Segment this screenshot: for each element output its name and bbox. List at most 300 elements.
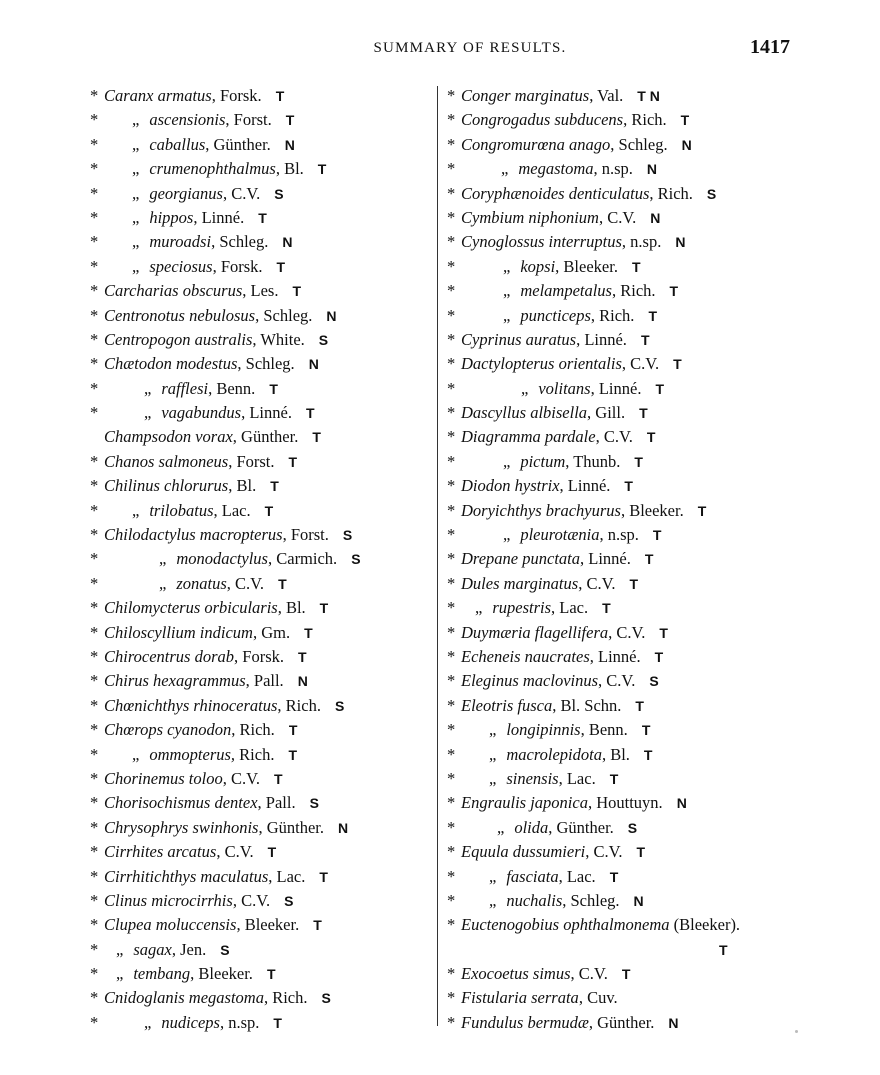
species-author: , Rich.: [263, 988, 308, 1008]
page-speck: [795, 1030, 798, 1033]
ditto-mark: „: [503, 305, 511, 325]
species-entry: [447, 425, 847, 449]
species-author: , White.: [252, 329, 305, 349]
species-author: , Rich.: [231, 720, 275, 740]
entry-marker: *: [447, 646, 456, 666]
ditto-mark: „: [503, 525, 511, 545]
locality-code: T: [609, 770, 619, 787]
locality-code: T: [319, 868, 328, 885]
species-name: Diagramma pardale: [461, 427, 596, 447]
species-entry: [90, 255, 435, 279]
entry-marker: *: [90, 134, 99, 154]
entry-marker: *: [90, 939, 99, 959]
species-name: Cirrhites arcatus: [104, 842, 217, 862]
locality-code: T: [312, 429, 321, 446]
species-entry: [90, 718, 435, 742]
ditto-mark: „: [503, 281, 511, 301]
locality-code: T: [288, 746, 298, 763]
locality-code: T: [636, 844, 646, 861]
ditto-mark: „: [521, 378, 529, 398]
species-name: kopsi: [520, 256, 556, 276]
locality-code: N: [338, 819, 349, 836]
locality-code: T: [644, 551, 654, 568]
species-entry: [447, 889, 847, 913]
species-entry: [90, 596, 435, 620]
species-entry: [90, 572, 435, 596]
entry-marker: *: [90, 817, 99, 837]
species-entry: [447, 1011, 847, 1035]
species-author: , Günther.: [258, 817, 325, 837]
locality-code: T N: [637, 88, 660, 104]
species-name: fasciata: [506, 866, 559, 886]
species-name: Chilodactylus macropterus: [104, 525, 283, 545]
ditto-mark: „: [116, 964, 124, 984]
species-entry: [90, 523, 435, 547]
species-name: muroadsi: [149, 232, 212, 252]
species-name: Chœrops cyanodon: [104, 720, 232, 740]
locality-code: N: [633, 892, 644, 909]
species-author: , Linné.: [580, 549, 631, 569]
ditto-mark: „: [132, 232, 140, 252]
species-entry: [447, 206, 847, 230]
locality-code: T: [317, 161, 327, 178]
species-entry: [447, 962, 847, 986]
species-entry: [90, 157, 435, 181]
species-name: Chorinemus toloo: [104, 768, 223, 788]
species-author: , C.V.: [232, 890, 271, 910]
ditto-mark: „: [489, 744, 497, 764]
entry-marker: *: [90, 403, 99, 423]
species-author: , n.sp.: [219, 1012, 260, 1032]
species-entry: [447, 865, 847, 889]
species-entry: [447, 401, 847, 425]
species-author: , Lac.: [551, 598, 589, 618]
entry-marker: *: [447, 793, 456, 813]
species-author: , C.V.: [226, 573, 265, 593]
entry-marker: *: [447, 378, 456, 398]
entry-marker: *: [90, 695, 99, 715]
entry-marker: *: [90, 890, 99, 910]
species-author: , Forst.: [228, 451, 275, 471]
entry-marker: *: [447, 890, 456, 910]
locality-code: T: [274, 770, 283, 787]
species-name: Eleotris fusca: [461, 695, 553, 715]
species-author: , Benn.: [208, 378, 256, 398]
species-author: , Bl.: [275, 159, 304, 179]
locality-code: T: [643, 746, 653, 763]
species-name: Doryichthys brachyurus: [461, 500, 621, 520]
entry-marker: *: [447, 256, 456, 276]
species-author: Rich.: [235, 744, 275, 764]
species-name: Chirus hexagrammus: [104, 671, 246, 691]
species-author: , C.V.: [598, 207, 637, 227]
species-entry: [90, 743, 435, 767]
species-name: Drepane punctata: [461, 549, 580, 569]
locality-code: N: [284, 136, 295, 153]
locality-code: S: [274, 185, 284, 202]
locality-code: N: [650, 209, 661, 226]
entry-marker: *: [447, 866, 456, 886]
species-entry: [90, 913, 435, 937]
species-author: , Jen.: [171, 939, 207, 959]
species-name: melampetalus: [520, 281, 612, 301]
locality-code: T: [258, 209, 267, 226]
species-name: Equula dussumieri: [461, 842, 586, 862]
species-entry: [447, 304, 847, 328]
entry-marker: *: [447, 598, 456, 618]
species-name: Cirrhitichthys maculatus: [104, 866, 269, 886]
species-name: megastoma: [518, 159, 594, 179]
entry-marker: *: [447, 281, 456, 301]
species-name: macrolepidota: [506, 744, 602, 764]
species-author: , Forsk.: [234, 646, 284, 666]
species-name: puncticeps: [520, 305, 591, 325]
species-entry: [447, 743, 847, 767]
species-entry: [90, 547, 435, 571]
species-author: , Linné.: [590, 378, 642, 398]
locality-code: T: [609, 868, 619, 885]
running-title: SUMMARY OF RESULTS.: [373, 40, 567, 56]
species-author: , Les.: [242, 281, 279, 301]
locality-code: T: [639, 405, 648, 422]
species-entry: [447, 108, 847, 132]
entry-marker: *: [90, 378, 99, 398]
species-author: , Schleg.: [211, 232, 269, 252]
species-name: Congromurœna anago: [461, 134, 611, 154]
ditto-mark: „: [489, 720, 497, 740]
species-name: Diodon hystrix: [461, 476, 560, 496]
ditto-mark: „: [475, 598, 483, 618]
locality-code: T: [652, 527, 662, 544]
entry-marker: *: [447, 305, 456, 325]
species-entry: [90, 304, 435, 328]
locality-code: T: [292, 283, 302, 300]
species-author: , Forst.: [282, 525, 329, 545]
species-author: , Houttuyn.: [587, 793, 663, 813]
species-entry: [447, 230, 847, 254]
species-author: , Rich.: [590, 305, 635, 325]
species-name: rafflesi: [161, 378, 209, 398]
column-divider: [437, 86, 438, 1026]
locality-code: T: [673, 356, 682, 373]
ditto-mark: „: [132, 110, 140, 130]
species-entry: [447, 816, 847, 840]
species-author: , Carmich.: [267, 549, 338, 569]
entry-marker: *: [90, 183, 99, 203]
locality-code: T: [621, 966, 631, 983]
locality-code: T: [624, 478, 633, 495]
species-entry: [90, 377, 435, 401]
entry-marker: *: [447, 720, 456, 740]
species-author: , Gill.: [587, 403, 626, 423]
locality-code: S: [627, 819, 638, 836]
species-name: Centropogon australis: [104, 329, 253, 349]
entry-marker: *: [447, 695, 456, 715]
entry-marker: *: [90, 598, 99, 618]
locality-code: S: [706, 185, 717, 202]
ditto-mark: „: [489, 768, 497, 788]
species-name: Champsodon vorax: [104, 427, 233, 447]
species-author: , C.V.: [216, 842, 254, 862]
locality-code: T: [270, 478, 279, 495]
locality-code: T: [659, 624, 668, 641]
species-author: , n.sp.: [599, 525, 639, 545]
species-entry: [90, 621, 435, 645]
ditto-mark: „: [489, 890, 497, 910]
species-entry: [447, 377, 847, 401]
entry-marker: *: [90, 232, 99, 252]
ditto-mark: „: [497, 817, 505, 837]
species-name: ommopterus,: [149, 744, 236, 764]
entry-marker: *: [447, 232, 456, 252]
entry-marker: *: [90, 549, 99, 569]
entry-marker: *: [447, 207, 456, 227]
species-entry: [90, 938, 435, 962]
species-entry: [447, 694, 847, 718]
species-entry: [447, 499, 847, 523]
locality-code: T: [655, 380, 665, 397]
species-name: Chirocentrus dorab: [104, 646, 235, 666]
locality-code: T: [646, 429, 656, 446]
species-entry: [90, 230, 435, 254]
locality-code: T: [276, 258, 286, 275]
locality-code: T: [264, 502, 274, 519]
species-name: nuchalis: [506, 890, 563, 910]
species-name: zonatus: [176, 573, 227, 593]
species-name: tembang: [133, 964, 191, 984]
species-entry: [90, 645, 435, 669]
entry-marker: *: [447, 842, 456, 862]
species-name: Dules marginatus: [461, 573, 579, 593]
species-entry: [90, 816, 435, 840]
left-column: [90, 84, 435, 1035]
species-author: , Pall.: [257, 793, 296, 813]
species-author: , Bleeker.: [190, 964, 253, 984]
species-name: Coryphænoides denticulatus: [461, 183, 650, 203]
entry-marker: *: [447, 354, 456, 374]
ditto-mark: „: [132, 134, 140, 154]
right-column: [447, 84, 847, 1035]
locality-code: T: [285, 112, 295, 129]
entry-marker: *: [447, 329, 456, 349]
ditto-mark: „: [116, 939, 124, 959]
locality-code: T: [654, 648, 664, 665]
species-name: olida: [514, 817, 549, 837]
species-author: , Linné.: [241, 403, 292, 423]
entry-marker: *: [447, 110, 456, 130]
entry-marker: *: [90, 622, 99, 642]
species-entry: [447, 450, 847, 474]
species-entry: [447, 986, 847, 1010]
species-entry: [447, 645, 847, 669]
entry-marker: *: [90, 915, 99, 935]
species-author: , Schleg.: [610, 134, 668, 154]
ditto-mark: „: [503, 256, 511, 276]
species-entry: [90, 133, 435, 157]
species-entry: [90, 84, 435, 108]
species-entry: [90, 499, 435, 523]
species-entry: [447, 157, 847, 181]
species-author: , Bleeker.: [555, 256, 618, 276]
ditto-mark: „: [159, 549, 167, 569]
species-name: Clinus microcirrhis: [104, 890, 233, 910]
locality-code: S: [342, 527, 353, 544]
species-author: , Schleg.: [255, 305, 313, 325]
entry-marker: *: [447, 573, 456, 593]
locality-code: S: [351, 551, 361, 568]
species-author: , Thunb.: [565, 451, 621, 471]
entry-marker: *: [447, 768, 456, 788]
species-author: , C.V.: [621, 354, 660, 374]
species-author: , Günther.: [205, 134, 271, 154]
ditto-mark: „: [144, 1012, 152, 1032]
ditto-mark: „: [132, 159, 140, 179]
species-author: , Schleg.: [237, 354, 295, 374]
species-author: , n.sp.: [621, 232, 662, 252]
species-name: Eleginus maclovinus: [461, 671, 599, 691]
entry-marker: *: [447, 500, 456, 520]
locality-code: T: [634, 453, 643, 470]
locality-code: T: [313, 917, 322, 934]
entry-marker: *: [447, 1012, 456, 1032]
species-author: , C.V.: [570, 964, 608, 984]
ditto-mark: „: [132, 744, 140, 764]
species-entry: [447, 255, 847, 279]
species-entry: [447, 182, 847, 206]
locality-code: T: [267, 844, 277, 861]
locality-code: N: [646, 161, 658, 178]
species-name: crumenophthalmus: [149, 159, 276, 179]
species-author: , Schleg.: [562, 890, 620, 910]
locality-code: T: [305, 405, 315, 422]
entry-marker: *: [90, 964, 99, 984]
species-author: (Bleeker).: [669, 915, 741, 935]
ditto-mark: „: [132, 207, 140, 227]
species-author: , C.V.: [595, 427, 633, 447]
species-author: , Lac.: [213, 500, 251, 520]
entry-marker: *: [447, 159, 456, 179]
species-entry: [90, 669, 435, 693]
species-entry: [90, 352, 435, 376]
species-author: , Val.: [589, 86, 624, 105]
locality-code: N: [297, 673, 308, 690]
locality-code: S: [334, 697, 345, 714]
species-author: , Forsk.: [211, 86, 262, 105]
species-author: , C.V.: [598, 671, 636, 691]
species-author: , Bl.: [228, 476, 257, 496]
species-name: Dascyllus albisella: [461, 403, 588, 423]
species-entry: [90, 182, 435, 206]
species-author: , Linné.: [559, 476, 611, 496]
entry-marker: *: [447, 817, 456, 837]
species-name: pleurotænia: [520, 525, 600, 545]
entry-marker: *: [90, 573, 99, 593]
entry-marker: *: [90, 159, 99, 179]
species-author: , Forst.: [225, 110, 272, 130]
species-name: Chrysophrys swinhonis: [104, 817, 259, 837]
locality-code: T: [641, 722, 651, 739]
species-entry: [447, 279, 847, 303]
species-name: Cynoglossus interruptus: [461, 232, 622, 252]
species-entry: [447, 572, 847, 596]
species-entry: [447, 352, 847, 376]
species-author: , Rich.: [611, 281, 656, 301]
entry-marker: *: [90, 329, 99, 349]
ditto-mark: „: [501, 159, 509, 179]
entry-marker: *: [90, 720, 99, 740]
entry-marker: *: [90, 793, 99, 813]
species-author: , Forsk.: [212, 256, 263, 276]
ditto-mark: „: [489, 866, 497, 886]
species-name: Cnidoglanis megastoma: [104, 988, 264, 1008]
species-name: Centronotus nebulosus: [104, 305, 256, 325]
species-author: , Günther.: [232, 427, 299, 447]
species-name: Clupea moluccensis: [104, 915, 237, 935]
species-name: georgianus: [149, 183, 223, 203]
species-author: , Linné.: [193, 207, 245, 227]
species-entry: [447, 718, 847, 742]
species-entry: [90, 474, 435, 498]
species-name: sinensis: [506, 768, 559, 788]
ditto-mark: „: [144, 378, 152, 398]
entry-marker: *: [447, 671, 456, 691]
species-name: sagax: [133, 939, 172, 959]
species-name: trilobatus: [149, 500, 214, 520]
species-entry: [90, 206, 435, 230]
species-entry: [90, 328, 435, 352]
entry-marker: *: [90, 988, 99, 1008]
locality-code: T: [319, 600, 329, 617]
species-author: , C.V.: [222, 768, 261, 788]
locality-code: N: [326, 307, 337, 324]
species-entry: [447, 474, 847, 498]
species-entry: [447, 523, 847, 547]
species-author: , Bl.: [277, 598, 306, 618]
locality-code: T: [288, 722, 298, 739]
species-author: , Bleeker.: [236, 915, 300, 935]
species-author: , Pall.: [245, 671, 284, 691]
locality-code: T: [602, 600, 611, 617]
entry-marker: *: [90, 354, 99, 374]
species-name: pictum: [520, 451, 566, 471]
species-name: ascensionis: [149, 110, 226, 130]
locality-code: T: [273, 1014, 282, 1031]
entry-marker: *: [447, 476, 456, 496]
species-name: Engraulis japonica: [461, 793, 588, 813]
species-entry: [90, 108, 435, 132]
entry-marker: *: [447, 622, 456, 642]
locality-code: T: [648, 307, 657, 324]
entry-marker: *: [90, 305, 99, 325]
species-name: Carcharias obscurus: [104, 281, 243, 301]
species-entry: [447, 767, 847, 791]
species-author: , Lac.: [268, 866, 306, 886]
species-name: vagabundus: [161, 403, 242, 423]
locality-code: T: [635, 697, 644, 714]
ditto-mark: „: [159, 573, 167, 593]
entry-marker: *: [447, 451, 456, 471]
species-name: volitans: [538, 378, 591, 398]
species-author: , Günther.: [588, 1012, 655, 1032]
species-entry: [90, 767, 435, 791]
species-name: Congrogadus subducens: [461, 110, 624, 130]
entry-marker: *: [90, 476, 99, 496]
entry-marker: *: [90, 646, 99, 666]
species-author: , Linné.: [576, 329, 627, 349]
species-name: speciosus: [149, 256, 213, 276]
locality-code: N: [681, 136, 692, 153]
locality-code: N: [676, 795, 687, 812]
